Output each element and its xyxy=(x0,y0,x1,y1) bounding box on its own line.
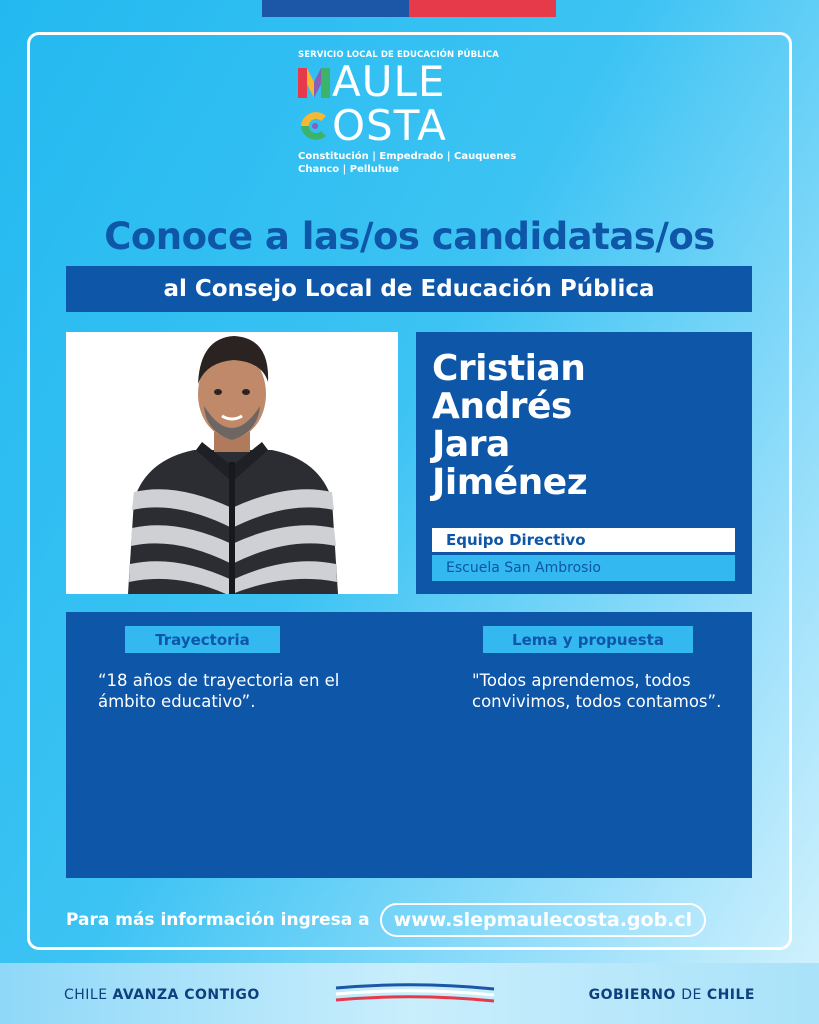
candidate-name-line1: Cristian xyxy=(432,348,586,389)
candidate-name xyxy=(432,350,742,502)
footer-flag-stripes-icon xyxy=(334,983,498,1005)
logo-towns-line1: Constitución | Empedrado | Cauquenes xyxy=(298,151,517,162)
candidate-name-line2: Andrés xyxy=(432,386,572,427)
logo-word-maule-text: AULE xyxy=(332,57,446,106)
logo-word-costa-text: OSTA xyxy=(332,101,447,150)
footer-government-a: GOBIERNO xyxy=(588,987,682,1003)
candidate-name-box xyxy=(416,332,752,594)
logo-towns-line2: Chanco | Pelluhue xyxy=(298,164,399,175)
footer-government-c: CHILE xyxy=(706,987,755,1003)
logo-towns xyxy=(298,150,538,176)
logo-service-text: SERVICIO LOCAL DE EDUCACIÓN PÚBLICA xyxy=(298,50,499,60)
logo-m-mark xyxy=(298,64,330,100)
motto-label: Lema y propuesta xyxy=(483,626,693,653)
flag-blue-stripe xyxy=(262,0,409,17)
logo-c-mark xyxy=(298,108,330,144)
motto-text: "Todos aprendemos, todos convivimos, todos contamos”. xyxy=(472,671,722,711)
footer-slogan-a: CHILE xyxy=(64,987,113,1003)
maule-costa-logo xyxy=(298,50,538,176)
footer-government xyxy=(589,987,755,1003)
footer-slogan xyxy=(64,987,260,1003)
trajectory-text: “18 años de trayectoria en el ámbito educativo”. xyxy=(98,671,340,711)
logo-word-maule xyxy=(298,57,538,106)
trajectory-label: Trayectoria xyxy=(125,626,280,653)
subtitle-bar: al Consejo Local de Educación Pública xyxy=(66,266,752,312)
footer-slogan-b: AVANZA CONTIGO xyxy=(112,987,260,1003)
more-info-label: Para más información ingresa a xyxy=(66,910,370,930)
flag-red-stripe xyxy=(409,0,556,17)
candidate-photo xyxy=(66,332,398,594)
flag-bar xyxy=(262,0,556,17)
candidate-portrait-illustration xyxy=(66,332,398,594)
logo-word-costa xyxy=(298,101,538,150)
candidate-role: Equipo Directivo xyxy=(432,528,735,552)
website-link[interactable]: www.slepmaulecosta.gob.cl xyxy=(380,903,707,937)
headline: Conoce a las/os candidatas/os xyxy=(104,215,715,258)
candidate-name-line3: Jara xyxy=(432,424,510,465)
footer xyxy=(0,963,819,1024)
candidate-name-line4: Jiménez xyxy=(432,462,588,503)
footer-government-b: DE xyxy=(681,987,707,1003)
more-info xyxy=(66,902,706,938)
candidate-info-box xyxy=(66,612,752,878)
candidate-school: Escuela San Ambrosio xyxy=(432,555,735,581)
